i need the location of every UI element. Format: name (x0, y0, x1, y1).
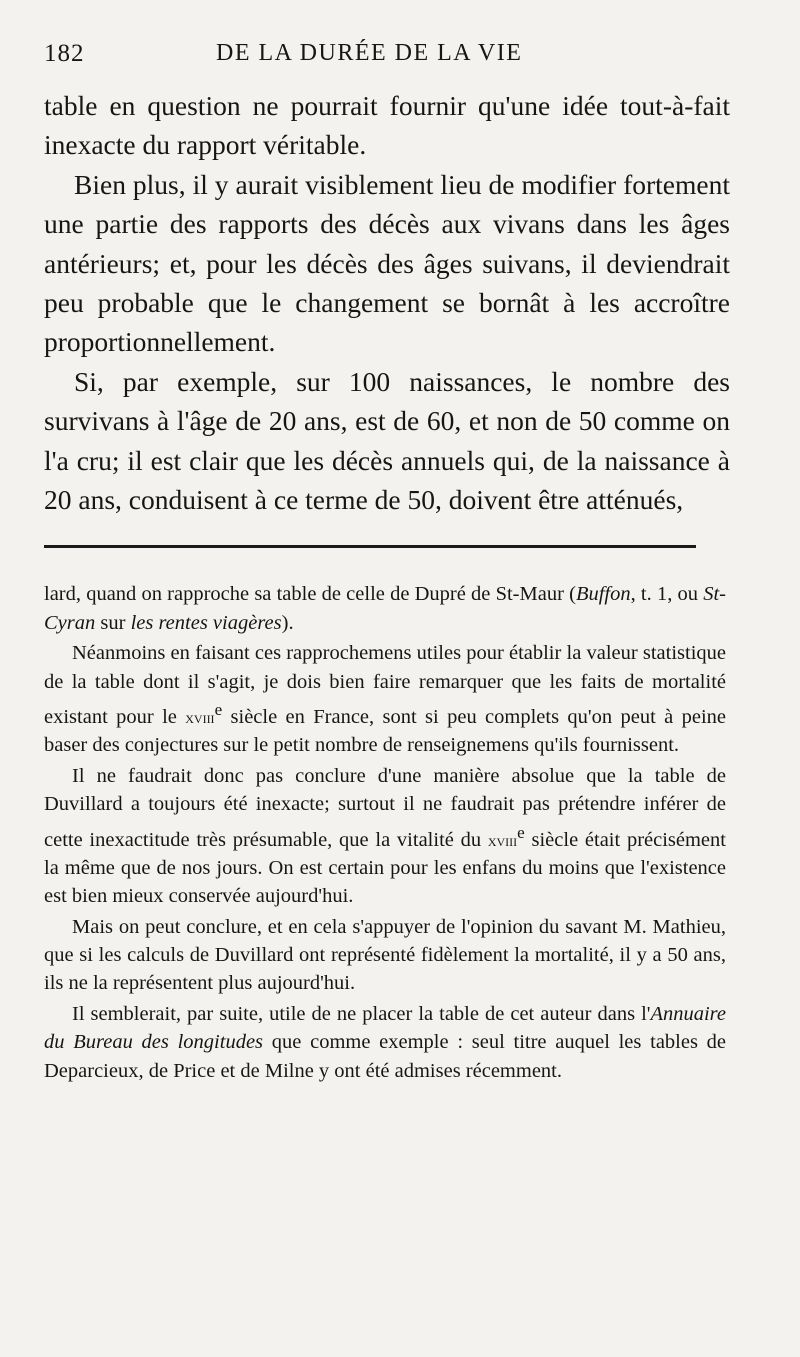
note-2-century-sup: e (214, 700, 223, 720)
running-title: DE LA DURÉE DE LA VIE (216, 40, 523, 66)
note-3-text-a: Il ne faudrait donc pas conclure d'une manière absolue que la table de Duvillard a toujours été inexacte; surtout il ne faudrait pas prétendre inférer de cette inexactitude très présumable, que la vitalité du (44, 764, 726, 851)
note-1-text-b: , t. 1, ou (630, 583, 704, 606)
note-1-rentes: les rentes viagères (130, 611, 282, 634)
main-text (44, 86, 730, 519)
note-5-annuaire: Annuaire du Bureau des longitudes (44, 1002, 726, 1054)
note-3-text-b: siècle était précisément la même que de nos jours. On est certain pour les enfans du moins que l'existence est bien mieux conservée aujourd'hui. (44, 828, 726, 908)
note-paragraph-5 (44, 1000, 726, 1085)
note-1-text-d: ). (281, 611, 294, 634)
note-paragraph-2 (44, 639, 726, 759)
note-5-text-a: Il semblerait, par suite, utile de ne placer la table de cet auteur dans l' (72, 1002, 651, 1025)
note-paragraph-1 (44, 580, 726, 637)
footnotes (44, 580, 730, 1085)
note-1-text-a: lard, quand on rapproche sa table de celle de Dupré de St-Maur ( (44, 583, 576, 606)
note-paragraph-4: Mais on peut conclure, et en cela s'appuyer de l'opinion du savant M. Mathieu, que si les calculs de Duvillard ont représenté fidèlement la mortalité, il y a 50 ans, ils ne la représentent plus aujourd'hui. (44, 915, 726, 995)
note-5-text-b: que comme exemple : seul titre auquel les tables de Deparcieux, de Price et de Milne y ont été admises récemment. (44, 1031, 727, 1082)
note-1-text-c: sur (95, 611, 131, 634)
note-2-text-a: Néanmoins en faisant ces rapprochemens utiles pour établir la valeur statistique de la table dont il s'agit, je dois bien faire remarquer que les faits de mortalité existant pour le (44, 642, 726, 728)
page-number: 182 (44, 40, 85, 67)
note-3-century-sup: e (517, 822, 525, 842)
main-paragraph-2: Bien plus, il y aurait visiblement lieu de modifier fortement une partie des rapports des décès aux vivans dans les âges antérieurs; et, pour les décès des âges suivans, il deviendrait peu probable que le changement se bornât à les accroître proportionnellement. (44, 168, 730, 358)
main-paragraph-3: Si, par exemple, sur 100 naissances, le nombre des survivans à l'âge de 20 ans, est de 60, et non de 50 comme on l'a cru; il est clair que les décès annuels qui, de la naissance à 20 ans, conduisent à ce terme de 50, doivent être atténués, (44, 365, 730, 516)
running-head (44, 40, 730, 80)
footnote-rule (44, 545, 696, 548)
note-paragraph-3 (44, 762, 726, 911)
note-3-century: xviii (487, 829, 518, 850)
note-2-century: xviii (185, 706, 215, 727)
main-paragraph-1: table en question ne pourrait fournir qu'une idée tout-à-fait inexacte du rapport véritable. (44, 90, 730, 161)
note-1-st-cyran: St-Cyran (44, 583, 726, 634)
note-1-buffon: Buffon (575, 583, 631, 606)
note-2-text-b: siècle en France, sont si peu complets qu'on peut à peine baser des conjectures sur le petit nombre de renseignemens qu'ils fournissent. (44, 705, 726, 757)
